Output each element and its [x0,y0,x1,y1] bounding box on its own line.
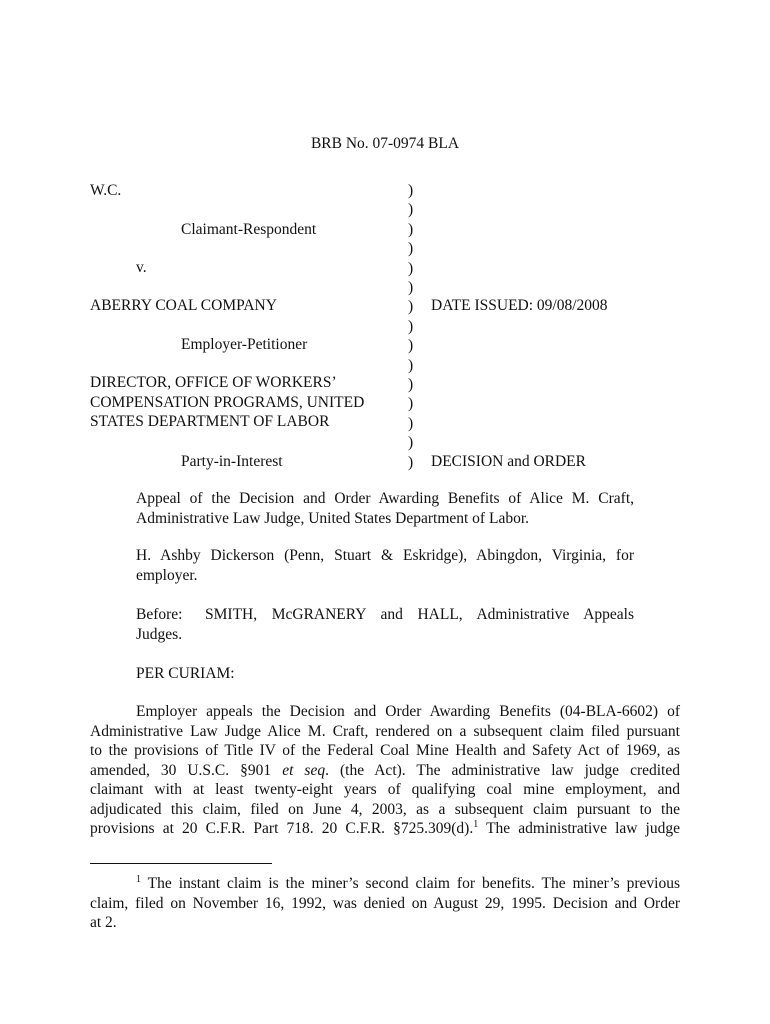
body-text: . (the Act). The administrative law judge credited [325,761,680,779]
employer-name: ABERRY COAL COMPANY [90,297,277,314]
per-curiam-heading: PER CURIAM: [136,665,235,682]
footnote-text: The instant claim is the miner’s second claim for benefits. The miner’s previous [141,875,680,892]
paren: ) [408,220,414,238]
latin-phrase: et seq [282,761,326,779]
counsel-line: H. Ashby Dickerson (Penn, Stuart & Eskridge), Abingdon, Virginia, for [136,547,634,564]
body-line: to the provisions of Title IV of the Federal Coal Mine Health and Safety Act of 1969, as [90,742,680,759]
paren: ) [408,182,414,199]
claimant-role: Claimant-Respondent [181,221,317,238]
paren: ) [408,356,414,374]
counsel-line: employer. [136,566,198,584]
appeal-line: Administrative Law Judge, United States Department of Labor. [136,509,530,527]
paren: ) [408,414,414,432]
claimant-name: W.C. [90,182,122,199]
paren: ) [408,395,414,413]
paren: ) [408,434,414,452]
footnote-line: at 2. [90,914,117,931]
footnote-line: claim, filed on November 16, 1992, was denied on August 29, 1995. Decision and Order [90,894,680,912]
footnote-reference[interactable]: 1 [473,819,479,830]
body-text: provisions at 20 C.F.R. Part 718. 20 C.F.R. §725.309(d). [90,820,474,837]
director-role: Party-in-Interest [181,453,283,470]
caption-parentheses [408,181,420,472]
director-line: DIRECTOR, OFFICE OF WORKERS’ [90,374,337,391]
paren: ) [408,376,414,394]
employer-role: Employer-Petitioner [181,336,308,353]
decision-title: DECISION and ORDER [431,453,586,470]
before-judges [205,605,634,625]
body-paragraph [90,702,680,839]
body-text: amended, 30 U.S.C. §901 [90,761,272,779]
director-line: STATES DEPARTMENT OF LABOR [90,413,330,430]
before-line: SMITH, McGRANERY and HALL, Administrative Appeals [205,606,634,623]
footnote [90,874,680,933]
date-issued: DATE ISSUED: 09/08/2008 [431,297,608,314]
footnote-separator [90,863,272,864]
paren: ) [408,279,414,297]
director-line: COMPENSATION PROGRAMS, UNITED [90,394,365,411]
body-line: adjudicated this claim, filed on June 4, 2003, as a subsequent claim pursuant to the [90,800,680,818]
footnote-line-1 [90,874,680,894]
before-label: Before: [136,606,183,623]
appeal-paragraph [136,489,634,528]
body-text: The administrative law judge [478,820,680,837]
before-line-2: Judges. [136,626,183,643]
paren: ) [408,259,414,277]
counsel-paragraph [136,546,634,585]
paren: ) [408,453,414,471]
paren: ) [408,240,414,258]
body-line: Employer appeals the Decision and Order Awarding Benefits (04-BLA-6602) of [136,703,680,720]
body-line-7 [90,819,680,839]
paren: ) [408,317,414,335]
body-line: claimant with at least twenty-eight years of qualifying coal mine employment, and [90,781,680,798]
body-line: Administrative Law Judge Alice M. Craft, rendered on a subsequent claim filed pursuant [90,722,680,740]
paren: ) [408,337,414,355]
paren: ) [408,298,414,316]
versus: v. [136,259,147,276]
footnote-marker: 1 [136,874,141,885]
body-line-4 [90,761,680,781]
appeal-line: Appeal of the Decision and Order Awarding Benefits of Alice M. Craft, [136,490,634,507]
paren: ) [408,201,414,219]
docket-number: BRB No. 07-0974 BLA [310,135,460,152]
